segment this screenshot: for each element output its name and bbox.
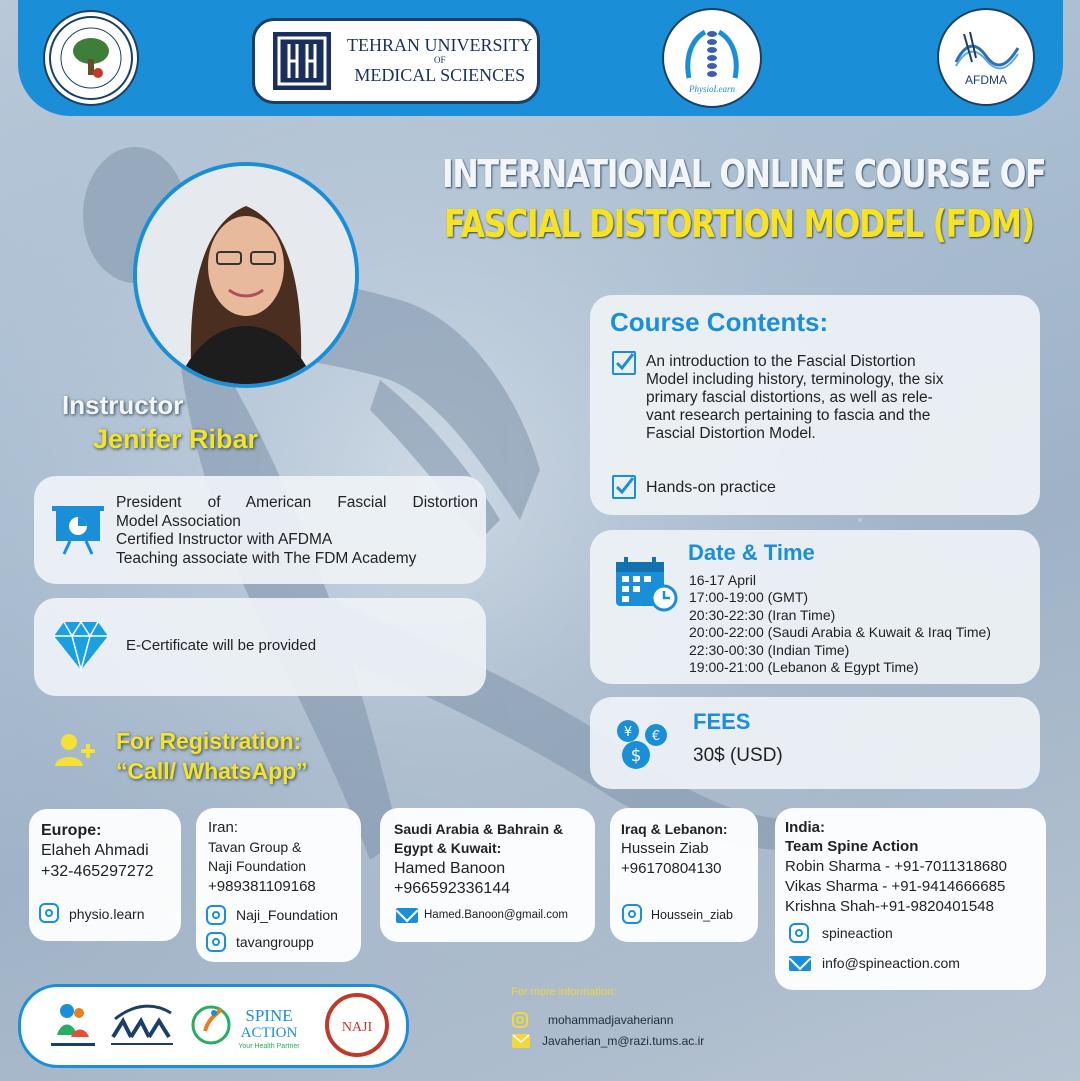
- fees-card: [590, 697, 1040, 789]
- university-name-line2: OF: [433, 55, 446, 66]
- checkbox-icon: [612, 351, 636, 375]
- contact-region: Saudi Arabia & Bahrain &: [394, 821, 564, 837]
- checkbox-icon: [612, 475, 636, 499]
- contact-name: Hussein Ziab: [621, 840, 709, 857]
- spine-action-logo: [189, 997, 311, 1053]
- email-icon: [396, 908, 418, 923]
- contact-iraq-card: [610, 808, 758, 942]
- calendar-clock-icon: [614, 556, 678, 612]
- spine-action-word1: SPINE: [245, 1006, 293, 1025]
- naji-foundation-logo: [325, 993, 389, 1057]
- instagram-icon: [789, 923, 809, 943]
- fdm-tree-seal: [48, 15, 134, 101]
- tums-emblem-icon: [271, 30, 333, 92]
- contact-phone[interactable]: +966592336144: [394, 880, 511, 897]
- presentation-icon: [50, 504, 106, 556]
- contact-phone[interactable]: Vikas Sharma - +91-9414666685: [785, 878, 1006, 895]
- footer-instagram-handle[interactable]: mohammadjavaheriann: [548, 1013, 674, 1027]
- currency-icon: [614, 717, 670, 771]
- more-info-label: For more information:: [511, 986, 617, 998]
- header-bar: [18, 0, 1063, 116]
- afdma-wave-icon: [946, 22, 1026, 92]
- svg-text:$: $: [630, 746, 642, 766]
- instagram-handle[interactable]: spineaction: [822, 925, 893, 941]
- fdm-society-logo: [43, 10, 139, 106]
- diamond-icon: [52, 620, 110, 672]
- contact-org: Naji Foundation: [208, 858, 307, 874]
- course-contents-title: Course Contents:: [610, 307, 829, 337]
- contact-region: Europe:: [41, 822, 102, 839]
- contact-region: Egypt & Kuwait:: [394, 840, 502, 856]
- instagram-icon: [206, 905, 226, 925]
- instructor-bio-card: [34, 476, 486, 584]
- date-time-card: [590, 530, 1040, 684]
- contact-phone[interactable]: +96170804130: [621, 860, 722, 877]
- contact-region: India:: [785, 819, 825, 836]
- contact-phone[interactable]: +989381109168: [208, 878, 316, 895]
- physiolearn-wordmark: PhysioLearn: [689, 84, 735, 94]
- email-icon: [512, 1034, 530, 1048]
- instructor-name: Jenifer Ribar: [93, 424, 259, 454]
- certificate-text: E-Certificate will be provided: [126, 637, 317, 654]
- time-line: 20:30-22:30 (Iran Time): [689, 606, 836, 623]
- headline-line2: FASCIAL DISTORTION MODEL (FDM): [444, 202, 1034, 246]
- course-item-line: An introduction to the Fascial Distortion: [646, 353, 916, 370]
- naji-wordmark: NAJI: [341, 1020, 373, 1035]
- course-item-line: primary fascial distortions, as well as rele-: [646, 389, 933, 406]
- instagram-icon: [622, 904, 642, 924]
- email-address[interactable]: info@spineaction.com: [822, 955, 960, 971]
- physiolearn-logo: [662, 8, 762, 108]
- instagram-handle[interactable]: physio.learn: [69, 906, 145, 922]
- spine-action-word2: ACTION: [240, 1025, 298, 1041]
- contact-phone[interactable]: Krishna Shah-+91-9820401548: [785, 898, 994, 915]
- partner-logos-strip: [18, 984, 409, 1068]
- child-development-logo: [43, 995, 103, 1055]
- afdma-logo: [937, 8, 1035, 106]
- university-name-line3: MEDICAL SCIENCES: [354, 64, 526, 85]
- add-user-icon: [54, 732, 96, 768]
- headline-line1: INTERNATIONAL ONLINE COURSE OF: [442, 152, 1046, 196]
- bio-line: Certified Instructor with AFDMA: [116, 531, 333, 548]
- contact-name: Hamed Banoon: [394, 860, 506, 877]
- registration-line1: For Registration:: [116, 728, 302, 754]
- course-item-practice: Hands-on practice: [646, 479, 776, 496]
- physiotherapy-logo: [105, 999, 179, 1051]
- instagram-icon: [206, 932, 226, 952]
- contact-iran-card: [196, 808, 361, 962]
- footer-email[interactable]: Javaherian_m@razi.tums.ac.ir: [542, 1034, 705, 1048]
- contact-team: Team Spine Action: [785, 838, 919, 855]
- contact-region: Iraq & Lebanon:: [621, 821, 728, 837]
- contact-org: Tavan Group &: [208, 839, 302, 855]
- tums-logo: [252, 18, 540, 104]
- bio-line: President of American Fascial Distortion: [116, 494, 478, 511]
- fees-amount: 30$ (USD): [693, 745, 783, 766]
- contact-phone[interactable]: +32-465297272: [41, 863, 154, 880]
- instagram-icon: [39, 903, 59, 923]
- contact-phone[interactable]: Robin Sharma - +91-7011318680: [785, 858, 1007, 875]
- spine-hands-icon: [677, 18, 747, 98]
- svg-text:€: €: [651, 729, 661, 744]
- registration-heading: [116, 726, 308, 786]
- contact-name: Elaheh Ahmadi: [41, 842, 149, 859]
- instructor-portrait: [137, 166, 355, 384]
- svg-text:¥: ¥: [623, 725, 633, 740]
- course-contents-card: [590, 295, 1040, 515]
- instructor-label: Instructor: [62, 390, 184, 420]
- contact-region: Iran:: [208, 819, 239, 836]
- contact-europe-card: [29, 809, 181, 941]
- time-line: 19:00-21:00 (Lebanon & Egypt Time): [689, 659, 919, 676]
- university-name-line1: TEHRAN UNIVERSITY: [347, 35, 533, 56]
- email-icon: [789, 956, 811, 971]
- instagram-handle[interactable]: Naji_Foundation: [236, 907, 338, 923]
- time-line: 17:00-19:00 (GMT): [689, 589, 809, 606]
- instagram-handle[interactable]: tavangroupp: [236, 934, 314, 950]
- course-item-line: vant research pertaining to fascia and the: [646, 407, 931, 424]
- time-line: 22:30-00:30 (Indian Time): [689, 641, 850, 658]
- date-time-title: Date & Time: [688, 540, 815, 565]
- fees-title: FEES: [693, 709, 751, 734]
- course-item-line: Model including history, terminology, the six: [646, 371, 944, 388]
- registration-line2: “Call/ WhatsApp”: [116, 758, 308, 784]
- instructor-photo: [133, 162, 359, 388]
- email-address[interactable]: Hamed.Banoon@gmail.com: [424, 909, 568, 921]
- instagram-icon: [512, 1012, 528, 1028]
- instagram-handle[interactable]: Houssein_ziab: [651, 908, 733, 922]
- course-item-line: Fascial Distortion Model.: [646, 425, 816, 442]
- afdma-wordmark: AFDMA: [965, 73, 1007, 87]
- spine-action-tagline: Your Health Partner: [238, 1043, 300, 1050]
- time-line: 20:00-22:00 (Saudi Arabia & Kuwait & Iraq Time): [689, 624, 991, 641]
- bio-line: Model Association: [116, 512, 241, 530]
- bio-line: Teaching associate with The FDM Academy: [116, 549, 417, 567]
- date-line: 16-17 April: [689, 572, 756, 588]
- contact-india-card: [775, 808, 1046, 990]
- certificate-card: [34, 598, 486, 696]
- contact-saudi-card: [380, 808, 595, 942]
